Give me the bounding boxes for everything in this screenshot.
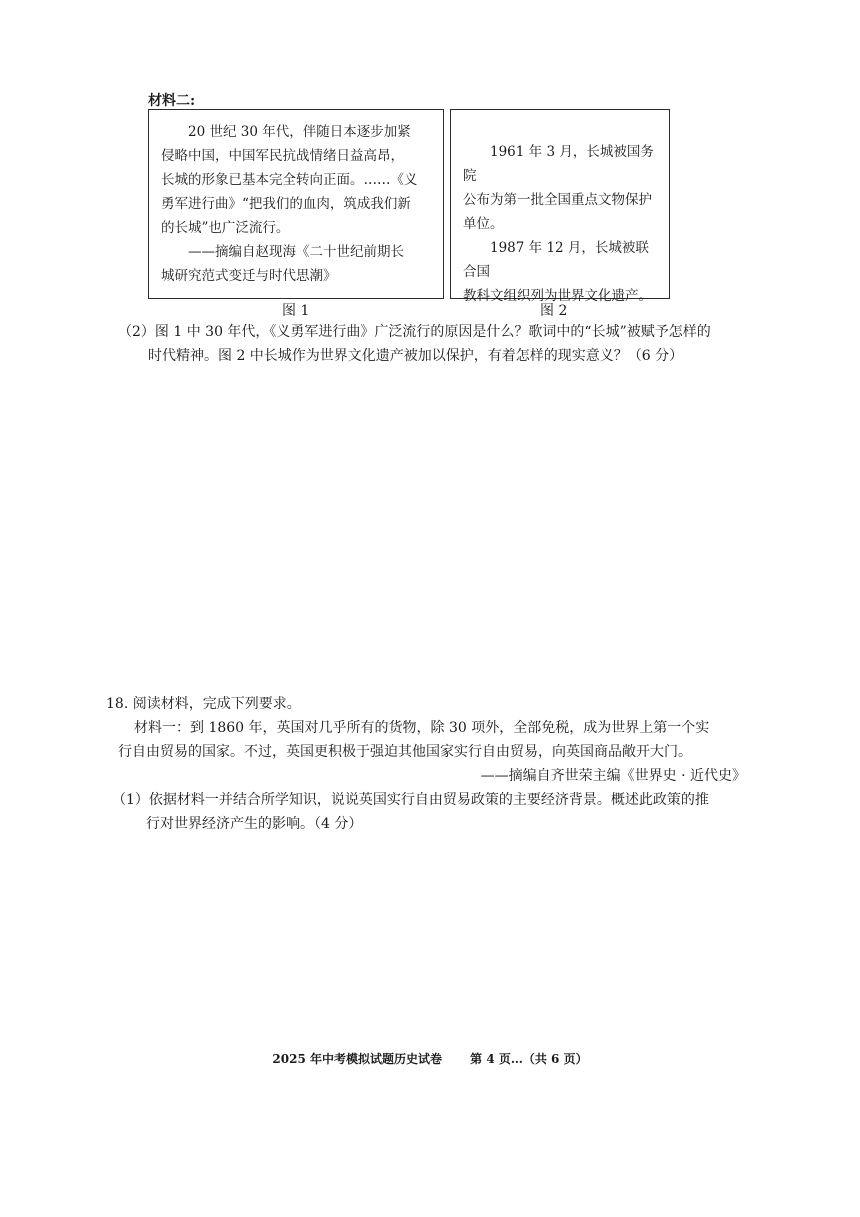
question-18-source: ——摘编自齐世荣主编《世界史 · 近代史》	[480, 768, 746, 784]
figure-2-line: 公布为第一批全国重点文物保护	[463, 192, 652, 208]
exam-title: 2025 年中考模拟试题历史试卷	[272, 1052, 442, 1066]
question-18-material-line-2: 行自由贸易的国家。不过，英国更积极于强迫其他国家实行自由贸易，向英国商品敞开大门。	[118, 744, 692, 760]
figure-1-source: ——摘编自赵现海《二十世纪前期长	[188, 244, 404, 260]
question-17-2-line-2: 时代精神。图 2 中长城作为世界文化遗产被加以保护，有着怎样的现实意义？（6 分）	[148, 348, 684, 364]
material-2-heading: 材料二:	[148, 93, 196, 109]
page-number: 第 4 页…（共 6 页）	[470, 1052, 588, 1066]
figure-2-line: 教科文组织列为世界文化遗产。	[463, 288, 652, 304]
figure-1-caption: 图 1	[282, 303, 310, 319]
figure-2-caption: 图 2	[540, 303, 568, 319]
question-18-title: 18. 阅读材料，完成下列要求。	[106, 696, 301, 712]
figure-1-line: 的长城”也广泛流行。	[161, 220, 290, 236]
figure-1-line: 侵略中国，中国军民抗战情绪日益高昂，	[161, 148, 404, 164]
figure-1-line: 20 世纪 30 年代，伴随日本逐步加紧	[188, 124, 411, 140]
page-footer	[0, 1050, 860, 1067]
question-17-2-line-1: （2）图 1 中 30 年代，《义勇军进行曲》广泛流行的原因是什么？歌词中的“长城”被赋予怎样的	[118, 324, 711, 340]
figure-1-line: 长城的形象已基本完全转向正面。……《义	[161, 172, 418, 188]
question-18-1-line-1: （1）依据材料一并结合所学知识，说说英国实行自由贸易政策的主要经济背景。概述此政策的推	[112, 792, 709, 808]
question-18-material-line-1: 材料一：到 1860 年，英国对几乎所有的货物，除 30 项外，全部免税，成为世界上第一个实	[134, 720, 710, 736]
figure-2-line: 单位。	[463, 216, 504, 232]
figure-1-box	[148, 109, 444, 299]
question-18-1-line-2: 行对世界经济产生的影响。（4 分）	[146, 816, 363, 832]
figure-1-line: 勇军进行曲》“把我们的血肉，筑成我们新	[161, 196, 411, 212]
figure-2-line: 1987 年 12 月，长城被联合国	[463, 240, 649, 280]
figure-1-source: 城研究范式变迁与时代思潮》	[161, 268, 337, 284]
figure-2-line: 1961 年 3 月，长城被国务院	[463, 144, 654, 184]
figure-2-box	[450, 109, 670, 304]
